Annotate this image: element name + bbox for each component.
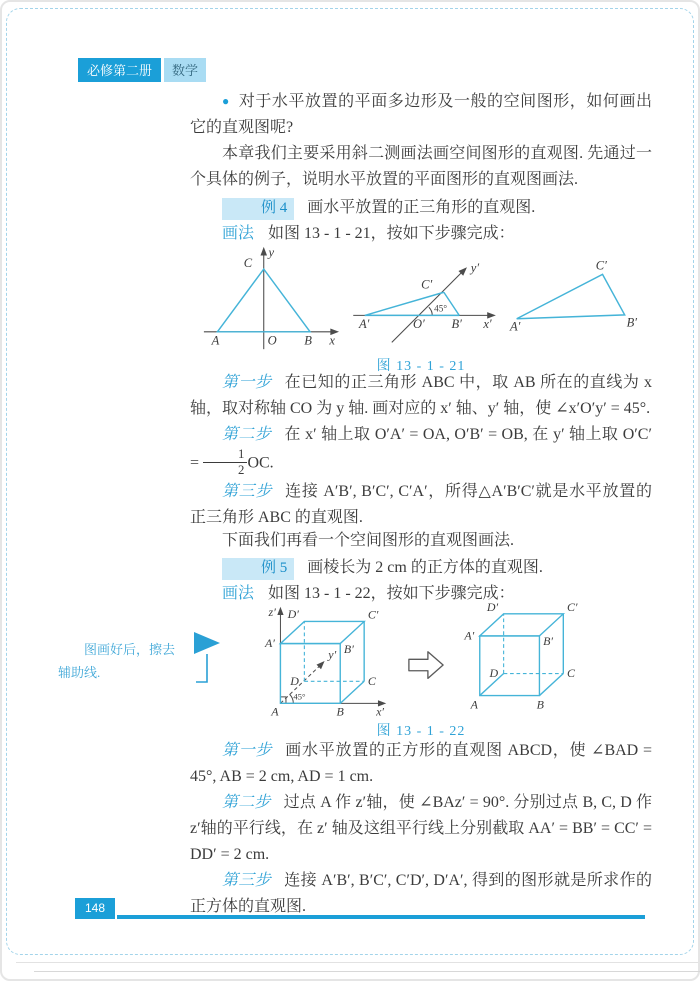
example5-step2 (190, 790, 652, 868)
page-number-badge: 148 (75, 898, 115, 919)
example4-step1 (190, 370, 652, 422)
label-A: A (270, 704, 279, 719)
label-B-prime: B′ (451, 316, 462, 331)
label-B-prime: B′ (626, 315, 638, 330)
example5-step1 (190, 738, 652, 790)
label-B: B (536, 697, 544, 712)
label-y-prime: y′ (470, 260, 480, 275)
footer-rule (117, 915, 645, 919)
label-B-prime: B′ (542, 634, 553, 649)
example4-step3 (190, 479, 652, 531)
figure21-axes-triangle (198, 243, 343, 354)
label-O: O (267, 333, 277, 348)
figure-13-1-22 (190, 601, 652, 745)
label-y: y (268, 245, 275, 260)
step-label: 第二步 (222, 794, 271, 811)
step-label: 第二步 (222, 426, 272, 443)
step-text: 过点 A 作 z′轴，使 ∠BAz′ = 90°. 分别过点 B, C, D 作 z′轴的平行线，在 z′ 轴及这组平行线上分别截取 AA′ = BB′ = CC′ = DD′ = 2 cm. (190, 794, 652, 863)
example5-statement-line (190, 555, 652, 581)
triangle-result (517, 274, 625, 318)
intro-question-text: 对于水平放置的平面多边形及一般的空间图形，如何画出它的直观图呢? (190, 93, 652, 136)
label-C-prime: C′ (367, 607, 378, 622)
step-text-pre: 在 x′ 轴上取 O′A′ = OA, O′B′ = OB, 在 y′ 轴上取 O′C′ = (190, 426, 652, 472)
method-label: 画法 (222, 585, 255, 602)
fraction-one-half (203, 448, 247, 478)
step-label: 第一步 (222, 742, 273, 759)
page-header (78, 58, 206, 82)
step-text: 画水平放置的正方形的直观图 ABCD，使 ∠BAD = 45°, AB = 2 cm, AD = 1 cm. (190, 742, 652, 785)
flag-pointer-icon (190, 630, 224, 690)
example5-badge: 例 5 (222, 558, 294, 580)
method-label: 画法 (222, 225, 255, 242)
intro-paragraph (190, 141, 652, 193)
label-B: B (336, 704, 344, 719)
label-z-prime: z′ (268, 604, 276, 619)
label-C-prime: C′ (566, 601, 578, 615)
figure21-panels (190, 243, 652, 354)
example4-badge: 例 4 (222, 198, 294, 220)
intro-question-paragraph (190, 88, 652, 141)
margin-note (58, 638, 226, 684)
example5-method-text: 如图 13 - 1 - 22，按如下步骤完成： (268, 585, 515, 602)
transition-text: 下面我们再看一个空间图形的直观图画法. (222, 532, 515, 549)
label-x-prime: x′ (375, 704, 384, 719)
label-A-prime: A′ (463, 628, 474, 643)
page-footer (75, 898, 645, 919)
fraction-denominator: 2 (238, 463, 245, 478)
bullet-icon: ● (222, 94, 230, 108)
step-text: 连接 A′B′, B′C′, C′D′, D′A′, 得到的图形就是所求作的正方体的直观图. (190, 872, 652, 915)
label-C: C (367, 673, 376, 688)
label-A: A (211, 333, 220, 348)
label-45deg: 45° (292, 691, 306, 702)
label-y-prime: y′ (327, 647, 336, 662)
figure22-cube-with-axes (251, 604, 389, 719)
figure22-panels (190, 601, 652, 719)
label-x: x (329, 333, 335, 348)
step-text: 在已知的正三角形 ABC 中，取 AB 所在的直线为 x 轴，取对称轴 CO 为 y 轴. 画对应的 x′ 轴、y′ 轴，使 ∠x′O′y′ = 45°. (190, 374, 652, 417)
transition-paragraph (190, 528, 652, 554)
step-text: 连接 A′B′, B′C′, C′A′，所得△A′B′C′就是水平放置的正三角形 ABC 的直观图. (190, 483, 652, 526)
label-x-prime: x′ (483, 316, 492, 331)
label-A: A (470, 697, 478, 712)
step-text-post: OC. (247, 454, 274, 472)
label-D: D (289, 673, 299, 688)
figure22-cube-result (463, 601, 592, 713)
figure22-caption: 图 13 - 1 - 22 (376, 724, 466, 739)
cube-edges (479, 614, 563, 696)
fraction-numerator: 1 (203, 448, 247, 463)
figure21-result-triangle (509, 255, 644, 342)
subject-badge: 数学 (164, 58, 206, 82)
page-stack-line (34, 971, 700, 972)
label-D: D (488, 666, 498, 681)
figure21-caption: 图 13 - 1 - 21 (376, 359, 466, 374)
margin-note-line1: 图画好后，擦去 (84, 642, 176, 657)
figure21-oblique-triangle (351, 246, 501, 352)
intro-paragraph-text: 本章我们主要采用斜二测画法画空间图形的直观图. 先通过一个具体的例子，说明水平放置的平面图形的直观图画法. (190, 145, 652, 188)
label-B-prime: B′ (343, 641, 354, 656)
example4-statement: 画水平放置的正三角形的直观图. (307, 199, 536, 216)
label-A-prime: A′ (264, 636, 275, 651)
label-O-prime: O′ (412, 316, 425, 331)
label-45deg: 45° (434, 303, 447, 314)
step-label: 第一步 (222, 374, 272, 391)
margin-note-line2: 辅助线. (58, 665, 101, 680)
label-C-prime: C′ (595, 258, 607, 273)
label-C: C (566, 666, 575, 681)
label-C: C (243, 256, 253, 271)
page-stack-line (16, 962, 698, 963)
label-B: B (304, 333, 312, 348)
example5-statement: 画棱长为 2 cm 的正方体的直观图. (307, 559, 543, 576)
example4-method-text: 如图 13 - 1 - 21，按如下步骤完成： (268, 225, 515, 242)
step-label: 第三步 (222, 872, 272, 889)
label-D-prime: D′ (287, 606, 299, 621)
series-badge: 必修第二册 (78, 58, 161, 82)
figure-13-1-21 (190, 243, 652, 380)
label-C-prime: C′ (421, 276, 433, 291)
example4-step2 (190, 422, 652, 478)
label-D-prime: D′ (486, 601, 498, 615)
label-A-prime: A′ (509, 319, 521, 334)
implies-arrow-icon (405, 647, 447, 685)
step-label: 第三步 (222, 483, 273, 500)
example4-statement-line (190, 195, 652, 221)
label-A-prime: A′ (359, 316, 370, 331)
